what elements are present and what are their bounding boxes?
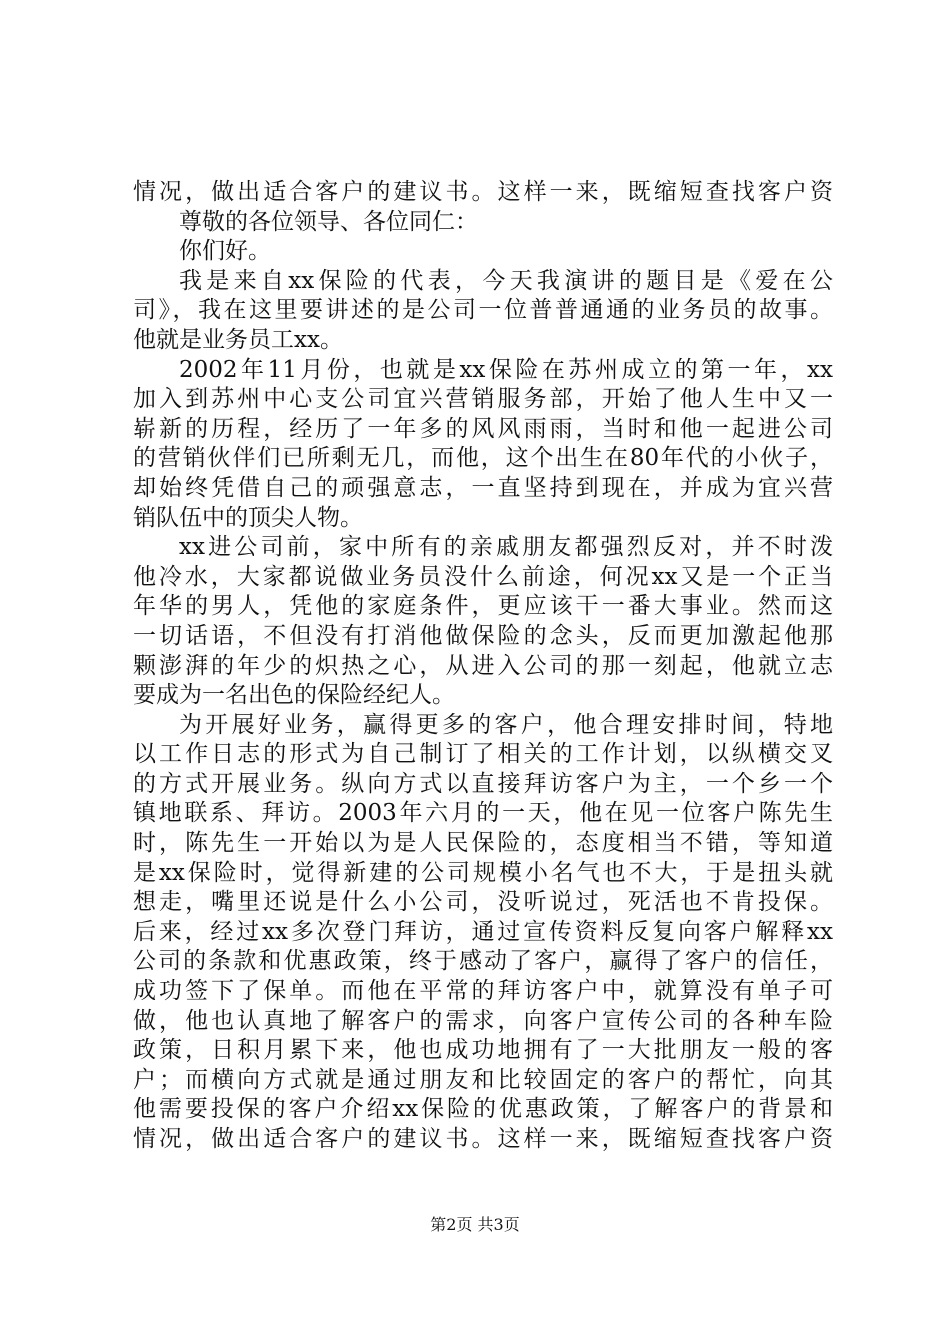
text-line: 要成为一名出色的保险经纪人。 [133,682,455,709]
text-line: 他就是业务员工xx。 [133,326,343,353]
text-line: 加入到苏州中心支公司宜兴营销服务部，开始了他人生中又一 [133,386,833,413]
text-line: 时，陈先生一开始以为是人民保险的，态度相当不错，等知道 [133,830,833,857]
text-line: 的方式开展业务。纵向方式以直接拜访客户为主，一个乡一个 [133,770,833,797]
text-line: 的营销伙伴们已所剩无几，而他，这个出生在80年代的小伙子， [133,445,833,472]
text-line: xx进公司前，家中所有的亲戚朋友都强烈反对，并不时泼 [179,534,833,561]
text-line: 他需要投保的客户介绍xx保险的优惠政策，了解客户的背景和 [133,1096,833,1123]
text-line: 是xx保险时，觉得新建的公司规模小名气也不大，于是扭头就 [133,859,833,886]
body-text [133,178,833,1155]
text-line: 我是来自xx保险的代表，今天我演讲的题目是《爱在公 [179,267,833,294]
text-line: 情况，做出适合客户的建议书。这样一来，既缩短查找客户资 [133,179,833,205]
text-line: 后来，经过xx多次登门拜访，通过宣传资料反复向客户解释xx [133,918,833,945]
text-line: 想走，嘴里还说是什么小公司，没听说过，死活也不肯投保。 [133,889,833,916]
text-line: 做，他也认真地了解客户的需求，向客户宣传公司的各种车险 [133,1007,833,1034]
text-line: 政策，日积月累下来，他也成功地拥有了一大批朋友一般的客 [133,1037,833,1064]
text-line: 为开展好业务，赢得更多的客户，他合理安排时间，特地 [179,711,833,738]
text-line: 却始终凭借自己的顽强意志，一直坚持到现在，并成为宜兴营 [133,474,833,501]
text-line: 他冷水，大家都说做业务员没什么前途，何况xx又是一个正当 [133,563,833,590]
text-line: 年华的男人，凭他的家庭条件，更应该干一番大事业。然而这 [133,593,833,620]
text-line: 颗澎湃的年少的炽热之心，从进入公司的那一刻起，他就立志 [133,652,833,679]
salutation: 尊敬的各位领导、各位同仁： [179,208,478,235]
text-line: 以工作日志的形式为自己制订了相关的工作计划，以纵横交叉 [133,741,833,768]
greeting: 你们好。 [179,238,271,265]
text-line: 镇地联系、拜访。2003年六月的一天，他在见一位客户陈先生 [133,800,833,827]
text-line: 户；而横向方式就是通过朋友和比较固定的客户的帮忙，向其 [133,1066,833,1093]
text-line: 销队伍中的顶尖人物。 [133,504,363,531]
text-line: 情况，做出适合客户的建议书。这样一来，既缩短查找客户资 [133,1126,833,1152]
text-line: 公司的条款和优惠政策，终于感动了客户，赢得了客户的信任， [133,948,833,975]
text-line: 一切话语，不但没有打消他做保险的念头，反而更加激起他那 [133,622,833,649]
text-line: 成功签下了保单。而他在平常的拜访客户中，就算没有单子可 [133,978,833,1005]
text-line: 司》，我在这里要讲述的是公司一位普普通通的业务员的故事。 [133,297,833,324]
text-line: 2002年11月份，也就是xx保险在苏州成立的第一年，xx [179,356,833,383]
text-line: 崭新的历程，经历了一年多的风风雨雨，当时和他一起进公司 [133,415,833,442]
page-number: 第2页 共3页 [430,1215,520,1234]
